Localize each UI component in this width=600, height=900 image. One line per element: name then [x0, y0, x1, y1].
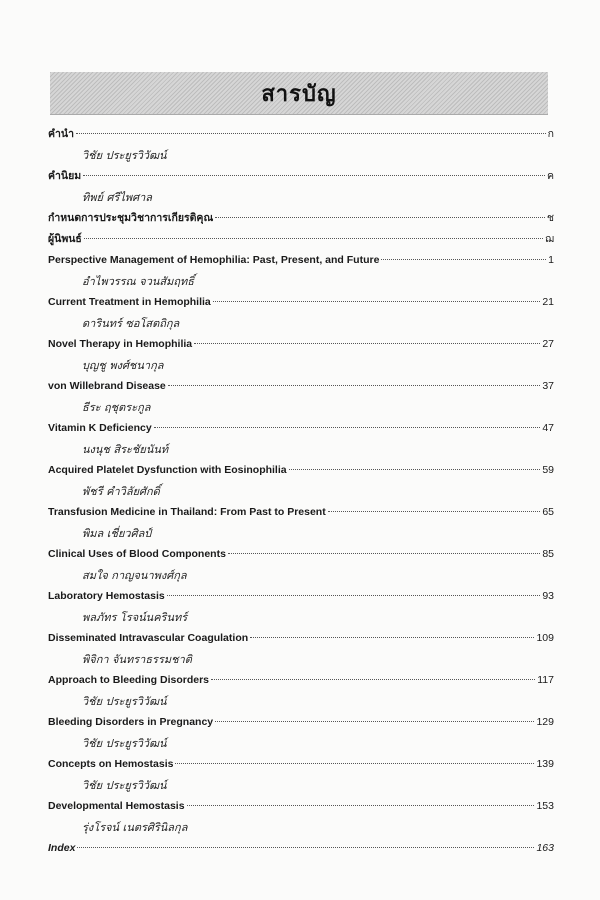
toc-entry-page: 85 [542, 548, 554, 560]
toc-entry-author: วิชัย ประยูรวิวัฒน์ [82, 779, 167, 792]
toc-entry-page: 21 [542, 296, 554, 308]
toc-entry-title: Laboratory Hemostasis [48, 590, 165, 602]
dot-leader [381, 258, 546, 260]
toc-entry-title: von Willebrand Disease [48, 380, 166, 392]
dot-leader [213, 300, 541, 302]
toc-entry[interactable] [48, 208, 554, 229]
toc-entry[interactable] [48, 754, 554, 775]
toc-entry-title: Bleeding Disorders in Pregnancy [48, 716, 214, 728]
toc-entry[interactable] [48, 628, 554, 649]
toc-entry-page: ค [546, 170, 554, 182]
toc-entry-author: วิชัย ประยูรวิวัฒน์ [82, 695, 167, 708]
dot-leader [84, 237, 543, 239]
toc-entry[interactable] [48, 460, 554, 481]
toc-entry-author: รุ่งโรจน์ เนตรศิรินิลกุล [82, 821, 188, 834]
toc-entry-page: 129 [536, 716, 554, 728]
dot-leader [154, 426, 541, 428]
toc-entry[interactable] [48, 544, 554, 565]
toc-entry-author: สมใจ กาญจนาพงศ์กุล [82, 569, 187, 582]
toc-entry-author: ธีระ ฤชุตระกูล [82, 401, 151, 414]
toc-entry-page: 59 [542, 464, 554, 476]
toc-entry-author: ทิพย์ ศรีไพศาล [82, 191, 153, 204]
toc-entry-page: 117 [537, 674, 554, 686]
toc-entry-author: พิจิกา จันทราธรรมชาติ [82, 653, 192, 666]
toc-entry-author: พัชรี คำวิลัยศักดิ์ [82, 485, 160, 498]
dot-leader [250, 636, 534, 638]
toc-entry[interactable] [48, 670, 554, 691]
toc-entry[interactable] [48, 586, 554, 607]
toc-entry-title: Disseminated Intravascular Coagulation [48, 632, 249, 644]
toc-entry-author: อำไพวรรณ จวนสัมฤทธิ์ [82, 275, 194, 288]
dot-leader [194, 342, 540, 344]
toc-entry[interactable] [48, 292, 554, 313]
toc-entry-page: 93 [542, 590, 554, 602]
toc-entry-title: คำนำ [48, 128, 74, 140]
toc-entry-page: 37 [542, 380, 554, 392]
toc-entry-page: 139 [536, 758, 554, 770]
toc-entry[interactable] [48, 124, 554, 145]
toc-entry-author: บุญชู พงศ์ชนากุล [82, 359, 164, 372]
dot-leader [328, 510, 541, 512]
toc-entry-page: 1 [548, 254, 554, 266]
toc-entry[interactable] [48, 334, 554, 355]
dot-leader [76, 132, 546, 134]
dot-leader [167, 594, 541, 596]
toc-entry[interactable] [48, 838, 554, 859]
toc-entry-page: ช [546, 212, 554, 224]
toc-entry-page: 109 [536, 632, 554, 644]
toc-entry-page: 47 [542, 422, 554, 434]
toc-entry-title: Clinical Uses of Blood Components [48, 548, 226, 560]
dot-leader [228, 552, 540, 554]
toc-entry[interactable] [48, 250, 554, 271]
toc-entry-title: Concepts on Hemostasis [48, 758, 174, 770]
toc-entry-title: Acquired Platelet Dysfunction with Eosinophilia [48, 464, 287, 476]
toc-entry-author: พิมล เชี่ยวศิลป์ [82, 527, 152, 540]
toc-entry-page: 153 [536, 800, 554, 812]
dot-leader [77, 846, 534, 848]
dot-leader [215, 216, 545, 218]
dot-leader [215, 720, 534, 722]
toc-entry-page: 27 [542, 338, 554, 350]
toc-entry-author: นงนุช สิระชัยนันท์ [82, 443, 169, 456]
toc-entry-page: ฌ [545, 233, 554, 245]
toc-entry-title: Vitamin K Deficiency [48, 422, 152, 434]
toc-heading: สารบัญ [261, 81, 337, 107]
toc-entry-title: Perspective Management of Hemophilia: Past, Present, and Future [48, 254, 380, 266]
toc-list [48, 124, 554, 859]
toc-entry-title: กำหนดการประชุมวิชาการเกียรติคุณ [48, 212, 214, 224]
toc-heading-banner [50, 72, 548, 114]
toc-entry-title: Current Treatment in Hemophilia [48, 296, 211, 308]
dot-leader [289, 468, 541, 470]
toc-entry-page: 163 [536, 842, 554, 854]
toc-entry-author: พลภัทร โรจน์นครินทร์ [82, 611, 188, 624]
toc-entry[interactable] [48, 502, 554, 523]
toc-entry-title: Developmental Hemostasis [48, 800, 185, 812]
toc-entry-title: Transfusion Medicine in Thailand: From Past to Present [48, 506, 326, 518]
toc-entry[interactable] [48, 229, 554, 250]
toc-entry-title: คำนิยม [48, 170, 82, 182]
dot-leader [211, 678, 535, 680]
toc-entry[interactable] [48, 796, 554, 817]
toc-entry[interactable] [48, 418, 554, 439]
toc-entry-author: วิชัย ประยูรวิวัฒน์ [82, 737, 167, 750]
dot-leader [187, 804, 535, 806]
dot-leader [168, 384, 541, 386]
toc-entry[interactable] [48, 712, 554, 733]
toc-entry-title: Novel Therapy in Hemophilia [48, 338, 193, 350]
toc-entry-title: Approach to Bleeding Disorders [48, 674, 210, 686]
toc-entry[interactable] [48, 376, 554, 397]
toc-entry[interactable] [48, 166, 554, 187]
toc-entry-title: Index [48, 842, 76, 854]
toc-entry-page: 65 [542, 506, 554, 518]
toc-entry-title: ผู้นิพนธ์ [48, 233, 82, 245]
toc-entry-author: ดารินทร์ ซอโสตถิกุล [82, 317, 180, 330]
toc-entry-page: ก [547, 128, 554, 140]
toc-entry-author: วิชัย ประยูรวิวัฒน์ [82, 149, 167, 162]
dot-leader [83, 174, 545, 176]
dot-leader [175, 762, 534, 764]
